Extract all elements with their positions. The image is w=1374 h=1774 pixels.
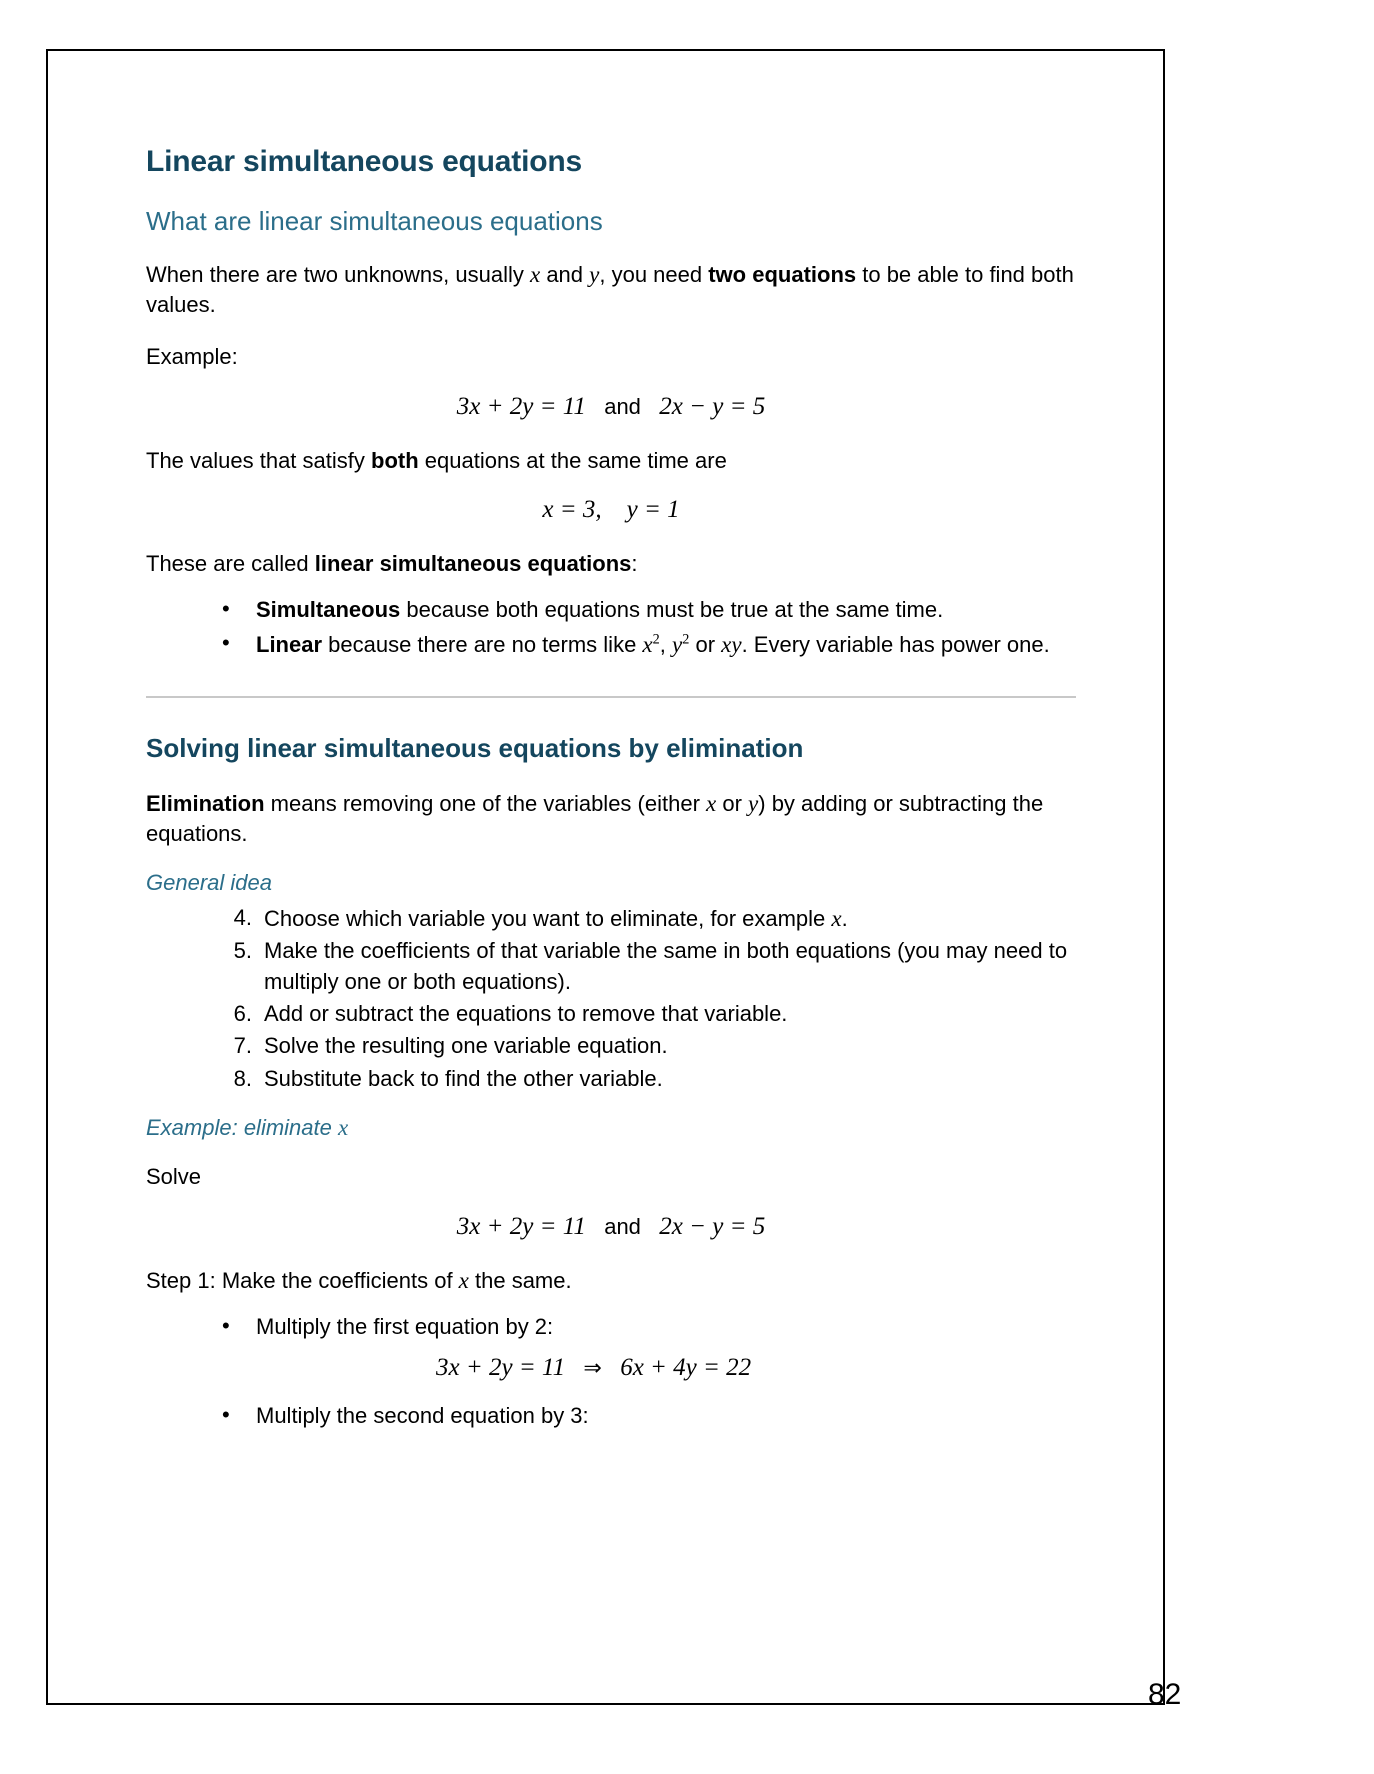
solve-label: Solve [146, 1163, 202, 1189]
step1-bullet-list-2 [146, 1401, 1076, 1431]
definition-bullet-list [146, 595, 1076, 660]
step-text: Add or subtract the equations to remove that variable. [264, 1000, 788, 1026]
bullet-text-linear-b: , [659, 631, 672, 657]
math-base-x: x [642, 631, 653, 657]
bullet-text-linear-a: because there are no terms like [322, 631, 643, 657]
multiply-first-label: Multiply the first equation by 2: [256, 1314, 554, 1340]
called-text-b: : [631, 550, 638, 576]
subheading-example-eliminate [146, 1114, 1076, 1143]
satisfy-text-b: equations at the same time are [418, 447, 727, 473]
satisfy-paragraph [146, 446, 1076, 476]
elimination-text-a: means removing one of the variables (either [264, 790, 707, 816]
elimination-text-b: or [716, 790, 749, 816]
step-text: Solve the resulting one variable equation. [264, 1033, 668, 1059]
inline-math-x-step1: x [831, 905, 842, 931]
inline-math-xy: xy [721, 631, 742, 657]
page-title: Linear simultaneous equations [146, 145, 582, 178]
elimination-text-c: ) by adding or subtracting the equations. [146, 790, 1044, 847]
step-text: Substitute back to find the other variable. [264, 1065, 663, 1091]
intro-text-d: to be able to find both values. [146, 262, 1074, 318]
called-paragraph [146, 549, 1076, 579]
list-marker: 5. [233, 938, 252, 964]
bullet-bold-linear: Linear [256, 631, 323, 657]
bullet-text-linear-d: . Every variable has power one. [741, 631, 1050, 657]
list-item [220, 936, 1076, 997]
display-equation-2 [146, 1211, 1076, 1244]
inline-math-x2: x [706, 790, 717, 816]
inline-math-y2: y [748, 790, 759, 816]
list-item [222, 629, 1076, 660]
list-item [222, 595, 1076, 625]
display-solution [146, 494, 1076, 527]
example-label: Example: [146, 344, 238, 370]
list-item [220, 1064, 1076, 1094]
subheading-general-idea: General idea [146, 870, 272, 896]
inline-math-y-squared [672, 632, 689, 657]
equation-2-left: 3x + 2y = 11 [456, 1212, 586, 1240]
called-bold-term: linear simultaneous equations [314, 550, 632, 576]
equation-2-right: 2x − y = 5 [659, 1212, 766, 1240]
bullet-text-simultaneous: because both equations must be true at the same time. [400, 596, 944, 622]
list-marker: 8. [233, 1065, 252, 1091]
intro-paragraph [146, 259, 1076, 320]
step1-paragraph [146, 1265, 1076, 1296]
spacer [146, 698, 1076, 732]
page-frame [46, 49, 1165, 1705]
elimination-bold-term: Elimination [146, 790, 265, 816]
step1-text-b: the same. [468, 1268, 572, 1294]
step-tail: . [841, 905, 848, 931]
bullet-bold-simultaneous: Simultaneous [256, 596, 401, 622]
section-heading-what-are: What are linear simultaneous equations [146, 205, 603, 236]
list-item [222, 1401, 1076, 1431]
math-base-y: y [672, 631, 683, 657]
general-idea-steps-list [146, 903, 1076, 1095]
inline-math-x-example: x [337, 1115, 349, 1141]
list-item [220, 1031, 1076, 1061]
inline-math-x: x [529, 262, 541, 287]
step1-bullet-list [146, 1312, 1076, 1342]
list-item [220, 999, 1076, 1029]
multiply-second-label: Multiply the second equation by 3: [256, 1402, 589, 1428]
list-item [222, 1312, 1076, 1342]
page-number: 82 [1148, 1678, 1182, 1711]
math-exp-2: 2 [652, 631, 660, 648]
list-marker: 6. [233, 1000, 252, 1026]
intro-text-a: When there are two unknowns, usually [146, 262, 530, 287]
equation-1-conjunction: and [604, 394, 641, 420]
elimination-intro-paragraph [146, 788, 1076, 849]
inline-math-x-squared [642, 632, 659, 657]
math-exp-2b: 2 [682, 631, 690, 648]
display-equation-1 [146, 391, 1076, 424]
step-text: Choose which variable you want to eliminate, for example [264, 905, 832, 931]
display-derived-equation [146, 1352, 1076, 1385]
inline-math-y: y [589, 262, 600, 287]
intro-text-c: , you need [599, 262, 709, 287]
derived-eq-left: 3x + 2y = 11 [436, 1354, 566, 1382]
equation-1-right: 2x − y = 5 [659, 393, 766, 421]
solution-values: x = 3, y = 1 [542, 496, 680, 524]
step1-text-a: Step 1: Make the coefficients of [146, 1268, 459, 1294]
list-marker: 7. [233, 1033, 252, 1059]
bullet-text-linear-c: or [689, 631, 722, 657]
equation-1-left: 3x + 2y = 11 [456, 393, 586, 421]
satisfy-text-a: The values that satisfy [146, 447, 371, 473]
intro-text-b: and [540, 262, 590, 287]
derived-eq-right: 6x + 4y = 22 [620, 1354, 752, 1382]
document-content [146, 143, 1076, 1435]
derived-eq-arrow: ⇒ [583, 1355, 602, 1381]
called-text-a: These are called [146, 550, 315, 576]
inline-math-x-step: x [458, 1268, 469, 1294]
section-heading-elimination: Solving linear simultaneous equations by elimination [146, 733, 804, 764]
intro-bold-two-equations: two equations [708, 262, 857, 287]
example-heading-text: Example: eliminate [146, 1115, 338, 1141]
step-text: Make the coefficients of that variable the same in both equations (you may need to multiply one or both equations). [264, 938, 1068, 994]
list-item [220, 903, 1076, 935]
satisfy-bold-both: both [371, 447, 419, 473]
equation-2-conjunction: and [604, 1213, 641, 1239]
list-marker: 4. [233, 904, 252, 930]
